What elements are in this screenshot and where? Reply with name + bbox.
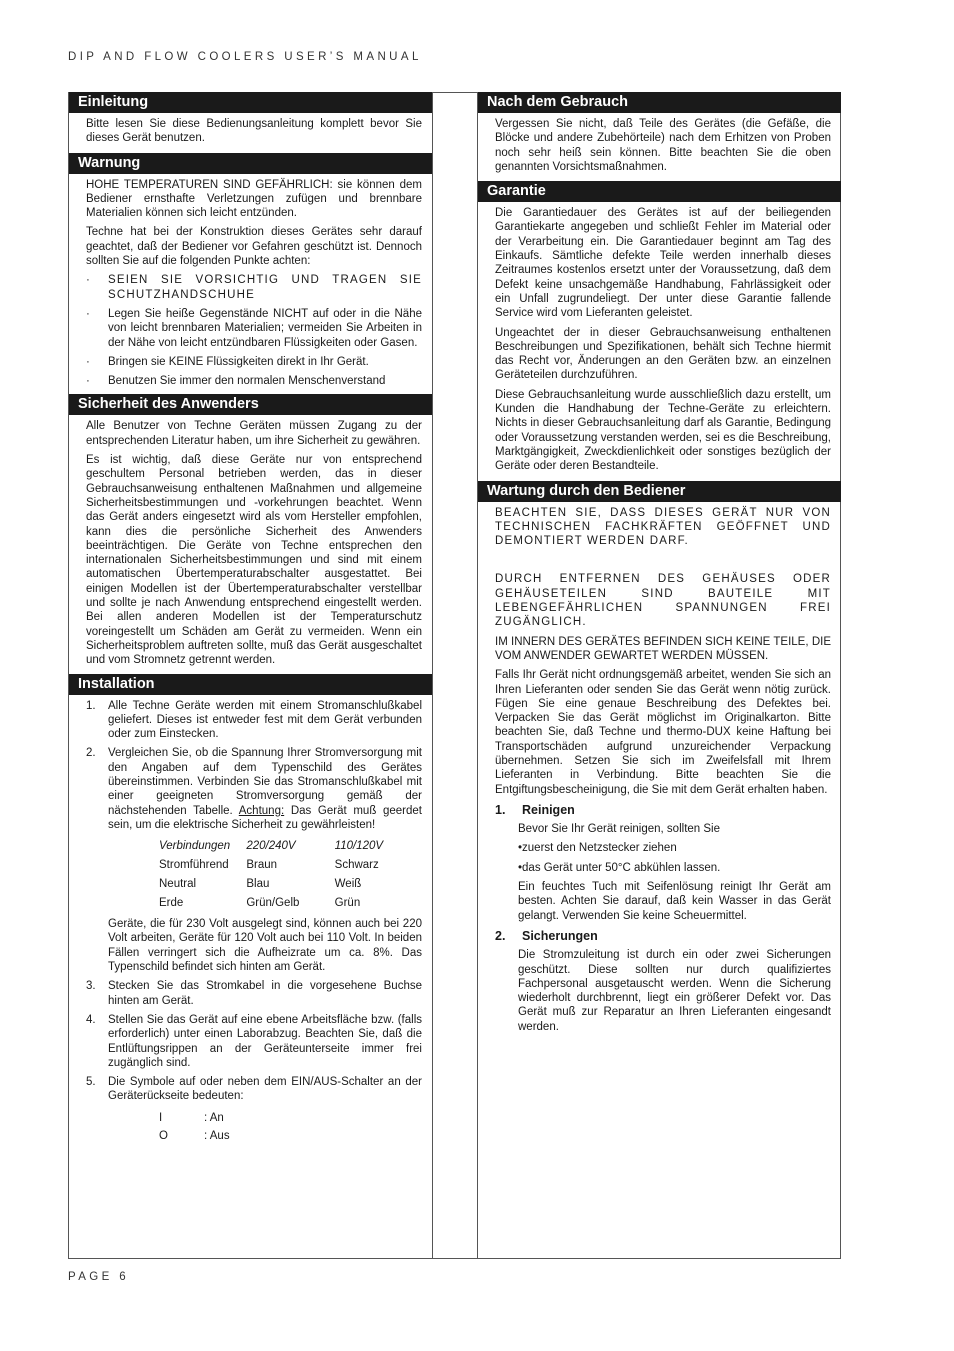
sicherheit-paragraph: Alle Benutzer von Techne Geräten müssen Zugang zu der entsprechenden Literatur haben, um ihre Sicherheit zu gewähren. [86,420,422,447]
list-item [86,1075,422,1104]
table-cell: Schwarz [334,859,379,872]
einleitung-text: Bitte lesen Sie diese Bedienungsanleitung komplett bevor Sie dieses Gerät benutzen. [86,118,422,145]
list-item [86,979,422,1008]
wiring-header-cell: Verbindungen [159,840,231,853]
bullet-text: Bringen sie KEINE Flüssigkeiten direkt in Ihr Gerät. [108,355,369,368]
section-sicherheit [69,415,432,673]
list-item [86,307,422,350]
list-item [86,746,422,832]
garantie-paragraph: Die Garantiedauer des Gerätes ist auf der beiliegenden Garantiekarte angegeben und schließt Fehler im Material oder der Verarbeitung ein. Die Garantiedauer beginnt am Tag des Einkaufs. Sämtliche defekte Teile werden innerhalb dieses Zeitraumes kostenlos ersetzt unter der Voraussetzung, daß dem Defekt keine unsachgemäße Handhabung, Fahrlässigkeit oder ein Unfall zugrundeliegt. Der unter diese Garantie fallende Service wird vom Lieferanten geleistet. [495,207,831,320]
subheading-reinigen [495,803,831,817]
item-text: Die Symbole auf oder neben dem EIN/AUS-Schalter an der Geräterückseite bedeuten: [108,1076,422,1103]
frame-top-gap [432,92,478,93]
item-number: 3. [86,980,96,993]
page-header: DIP AND FLOW COOLERS USER’S MANUAL [68,51,422,63]
table-cell: Weiß [334,878,362,891]
item-text-part: Das Gerät muß geerdet sein, um die elektrische Sicherheit zu gewährleisten! [108,804,423,831]
table-cell: Grün [334,897,361,910]
reinigen-line: •zuerst den Netzstecker ziehen [518,842,677,855]
bullet-text: Benutzen Sie immer den normalen Menschenverstand [108,375,386,388]
symbol-meaning: : Aus [204,1129,230,1142]
section-heading-warnung: Warnung [69,153,432,174]
table-cell: Erde [159,897,184,910]
section-heading-gebrauch: Nach dem Gebrauch [478,92,841,113]
achtung-label: Achtung: [238,804,285,817]
subheading-title: Reinigen [522,802,575,817]
section-heading-installation: Installation [69,674,432,695]
list-item [86,355,422,369]
item-number: 5. [86,1076,96,1089]
symbol-meaning: : An [204,1111,224,1124]
section-heading-garantie: Garantie [478,181,841,202]
symbol: O [159,1129,168,1142]
section-heading-einleitung: Einleitung [69,92,432,113]
right-column [478,92,841,1043]
wiring-header-row [159,837,422,856]
table-cell: Neutral [159,878,197,891]
section-heading-sicherheit: Sicherheit des Anwenders [69,394,432,415]
sicherungen-body [518,948,831,1034]
bullet-marker: · [86,375,90,388]
reinigen-line: Bevor Sie Ihr Gerät reinigen, sollten Sie [518,823,720,836]
section-gebrauch [478,113,841,181]
frame-col1-right [432,92,433,1259]
list-item [86,273,422,302]
bullet-marker: · [86,355,90,368]
wiring-header-cell: 110/120V [334,840,384,853]
reinigen-body [518,822,831,923]
item-number: 4. [86,1013,96,1026]
warnung-paragraph: Techne hat bei der Konstruktion dieses Gerätes sehr darauf geachtet, daß der Bediener vor Gefahren geschützt ist. Dennoch sollten Sie auf die folgenden Punkte achten: [86,226,422,268]
frame-bottom [68,1258,841,1259]
warnung-paragraph: HOHE TEMPERATUREN SIND GEFÄHRLICH: sie können dem Bediener ernsthafte Verletzungen zufügen und brennbare Materialien können sich leicht entzünden. [86,178,422,220]
list-item [86,699,422,742]
section-warnung [69,174,432,395]
section-wartung [478,502,841,1044]
installation-paragraph: Geräte, die für 230 Volt ausgelegt sind, können auch bei 220 Volt arbeiten, Geräte für 120 Volt auch bei 110 Volt. In beiden Fällen verringert sich die Aufheizrate um ca. 8%. Das Typenschild befindet sich hinten am Gerät. [108,918,422,974]
table-row [159,875,422,894]
bullet-marker: · [86,274,90,287]
subheading-number: 1. [495,802,506,817]
gebrauch-text: Vergessen Sie nicht, daß Teile des Gerätes (die Gefäße, die Blöcke und andere Zubehörteile) nach dem Erhitzen von Proben noch sehr heiß sein können. Bitte beachten Sie die oben genannten Vorsichtsmaßnahmen. [495,118,831,173]
subheading-sicherungen [495,929,831,943]
bullet-marker: · [86,307,90,320]
table-cell: Braun [246,859,278,872]
table-cell: Stromführend [159,859,229,872]
item-text: Alle Techne Geräte werden mit einem Stromanschlußkabel geliefert. Dieses ist entweder fest mit dem Gerät verbunden oder zum Einstecken. [108,699,422,741]
sicherungen-text: Die Stromzuleitung ist durch ein oder zwei Sicherungen geschützt. Diese sollten nur durch qualifiziertes Fachpersonal ausgetauscht werden. Wenn die Sicherung wiederholt durchbrennt, liegt ein größerer Defekt vor. Das Gerät muß zur Reparatur an Ihren Lieferanten eingesandt werden. [518,949,831,1033]
wartung-warning: DURCH ENTFERNEN DES GEHÄUSES ODER GEHÄUSETEILEN SIND BAUTEILE MIT LEBENGEFÄHRLICHEN SPANNUNGEN FREI ZUGÄNGLICH. [495,573,831,629]
symbol-row [159,1109,422,1127]
item-number: 2. [86,747,96,760]
table-row [159,894,422,913]
wiring-header-cell: 220/240V [246,840,296,853]
item-text: Stellen Sie das Gerät auf eine ebene Arbeitsfläche bzw. (falls erforderlich) unter einen Laborabzug. Beachten Sie, daß die Entlüftungsrippen an der Geräteunterseite immer frei zugänglich sind. [108,1013,422,1069]
bullet-text: SEIEN SIE VORSICHTIG UND TRAGEN SIE SCHUTZHANDSCHUHE [108,274,422,301]
subheading-number: 2. [495,928,506,943]
symbol: I [159,1111,163,1124]
garantie-paragraph: Ungeachtet der in dieser Gebrauchsanweisung enthaltenen Beschreibungen und Spezifikationen, behält sich Techne hiermit das Recht vor, Änderungen an den Geräten bzw. an einzelnen Geräteteilen durchzuführen. [495,326,831,382]
section-einleitung [69,113,432,153]
item-text [108,746,422,832]
section-garantie [478,202,841,480]
reinigen-line: •das Gerät unter 50°C abkühlen lassen. [518,861,721,874]
item-number: 1. [86,699,96,712]
sicherheit-paragraph: Es ist wichtig, daß diese Geräte nur von entsprechend geschultem Personal betrieben werden, das in dieser Gebrauchsanweisung enthaltenen Maßnahmen und allgemeine Sicherheitsbestimmungen und -vorkehrungen beachtet. Wenn das Gerät anders eingesetzt wird als vom Hersteller empfohlen, kann dies die persönliche Sicherheit des Anwenders beeinträchtigen. Die Geräte von Techne entsprechen den internationalen Sicherheitsbestimmungen und sind mit einem automatischen Übertemperaturabschalter ausgestattet. Bei einigen Modellen ist der Übertemperaturabschalter verstellbar und sollte je nach Anwendung entsprechend eingestellt werden. Bei allen anderen Modellen ist der Temperaturschutz voreingestellt um Schäden am Gerät zu vermeiden. Wenn ein Sicherheitsproblem auftreten sollte, muß das Gerät ausgeschaltet und vom Stromnetz getrennt werden. [86,454,422,667]
left-column [69,92,432,1149]
section-installation [69,695,432,1149]
subheading-title: Sicherungen [522,928,598,943]
wartung-paragraph: Falls Ihr Gerät nicht ordnungsgemäß arbeitet, wenden Sie sich an Ihren Lieferanten oder senden Sie das Gerät wenn nötig zurück. Fügen Sie eine genaue Beschreibung des Defektes bei. Verpacken Sie das Gerät möglichst im Originalkarton. Bitte beachten Sie, daß Techne und thermo-DUX keine Haftung bei Transportschäden aufgrund unzureichender Verpackung übernehmen. Setzen Sie sich im Zweifelsfall mit Ihrem Lieferanten in Verbindung. Bitte beachten Sie die Entgiftungsbescheinigung, die Sie mit dem Gerät erhalten haben. [495,669,831,796]
wiring-table [159,837,422,913]
item-text: Stecken Sie das Stromkabel in die vorgesehene Buchse hinten am Gerät. [108,980,422,1007]
table-row [159,856,422,875]
page-footer: PAGE 6 [68,1271,130,1283]
reinigen-line: Ein feuchtes Tuch mit Seifenlösung reinigt Ihr Gerät am besten. Achten Sie darauf, daß kein Wasser in das Gerät gelangt. Verwenden Sie keine Scheuermittel. [518,881,831,922]
table-cell: Blau [246,878,270,891]
list-item [86,374,422,388]
garantie-paragraph: Diese Gebrauchsanleitung wurde ausschließlich dazu erstellt, um Kunden die Handhabung der Techne-Geräte zu erleichtern. Nichts in dieser Gebrauchsanleitung darf als Garantie, Bedingung oder Voraussetzung verstanden werden, sei es die Beschreibung, Marktgängigkeit, Zweckdienlichkeit oder sonstiges bezüglich der Geräte oder deren Bestandteile. [495,388,831,473]
wartung-warning: IM INNERN DES GERÄTES BEFINDEN SICH KEINE TEILE, DIE VOM ANWENDER GEWARTET WERDEN MÜSSEN. [495,635,831,662]
item-text-part: Vergleichen Sie, ob die Spannung Ihrer Stromversorgung mit den Angaben auf dem Typenschild des Gerätes übereinstimmen. Verbinden Sie das Stromanschlußkabel mit einer geeigneten Stromversorgung gemäß der nächstehenden Tabelle. [108,747,422,817]
symbol-row [159,1127,422,1145]
switch-symbols [159,1109,422,1145]
bullet-text: Legen Sie heiße Gegenstände NICHT auf oder in die Nähe von leicht brennbaren Materialien; vermeiden Sie Arbeiten in der Nähe von leicht entzündbaren Flüssigkeiten oder Gasen. [108,307,422,349]
section-heading-wartung: Wartung durch den Bediener [478,481,841,502]
table-cell: Grün/Gelb [246,897,300,910]
list-item [86,1013,422,1070]
wartung-warning: BEACHTEN SIE, DASS DIESES GERÄT NUR VON TECHNISCHEN FACHKRÄFTEN GEÖFFNET UND DEMONTIERT WERDEN DARF. [495,506,831,548]
